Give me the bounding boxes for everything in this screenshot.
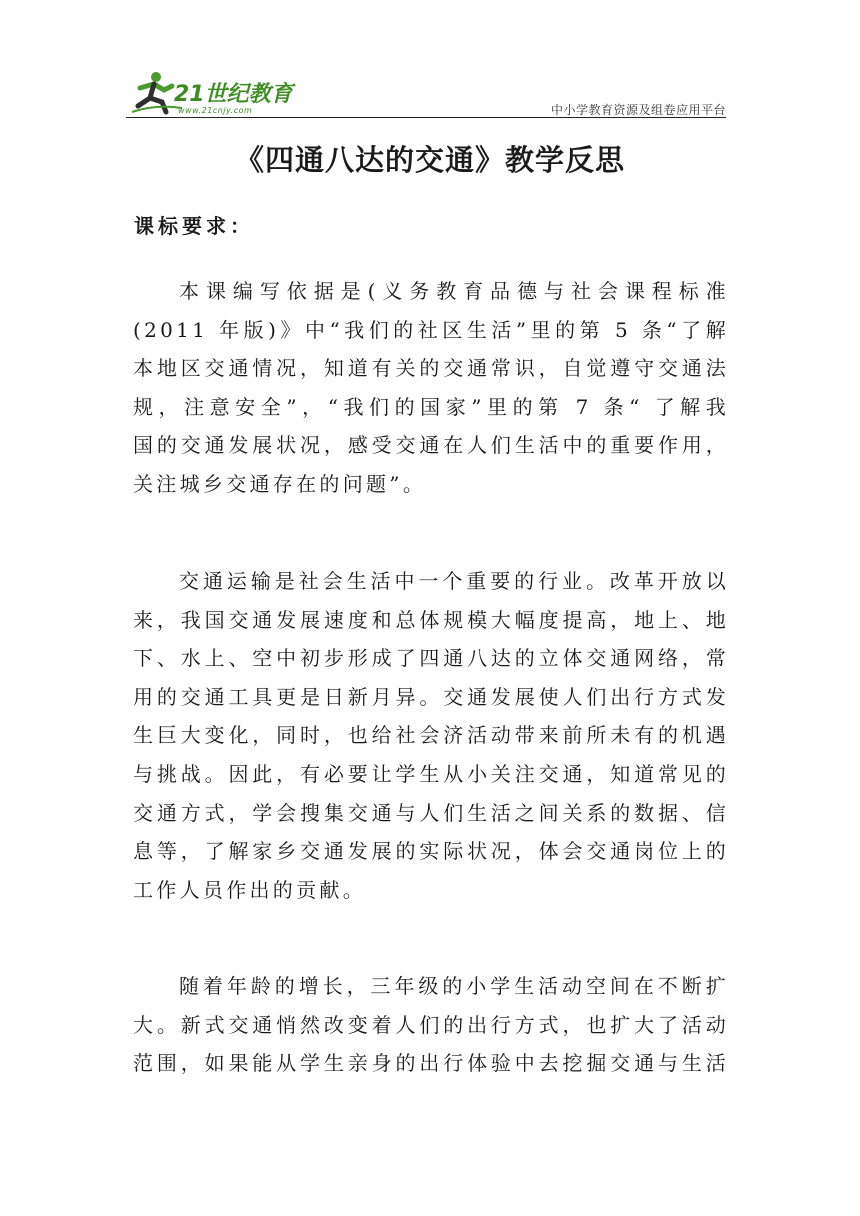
page-header: [126, 68, 726, 118]
text-line: 范围，如果能从学生亲身的出行体验中去挖掘交通与生活: [133, 1051, 729, 1076]
text-line: 本课编写依据是(义务教育品德与社会课程标准: [179, 279, 729, 303]
paragraph-2: [133, 562, 729, 909]
text-line: 关注城乡交通存在的问题”。: [133, 471, 427, 496]
text-line: 息等，了解家乡交通发展的实际状况，体会交通岗位上的: [133, 839, 729, 864]
text-line: 交通方式，学会搜集交通与人们生活之间关系的数据、信: [133, 800, 729, 825]
section-heading: 课标要求：: [134, 214, 254, 238]
text-line: 国的交通发展状况，感受交通在人们生活中的重要作用，: [133, 433, 729, 458]
text-line: 大。新式交通悄然改变着人们的出行方式，也扩大了活动: [133, 1012, 729, 1037]
paragraph-1: [133, 272, 729, 504]
text-line: 交通运输是社会生活中一个重要的行业。改革开放以: [179, 569, 729, 593]
header-divider: [126, 117, 726, 118]
text-line: 来，我国交通发展速度和总体规模大幅度提高，地上、地: [133, 607, 729, 632]
logo: [126, 68, 296, 116]
text-line: 下、水上、空中初步形成了四通八达的立体交通网络，常: [133, 646, 729, 671]
paragraph-3: [133, 967, 729, 1083]
header-tagline: 中小学教育资源及组卷应用平台: [550, 103, 726, 117]
text-line: (2011 年版)》中“我们的社区生活”里的第 5 条“了解: [133, 317, 729, 342]
logo-url-text: www.21cnjy.com: [178, 106, 253, 115]
text-line: 用的交通工具更是日新月异。交通发展使人们出行方式发: [133, 684, 729, 709]
text-line: 随着年龄的增长，三年级的小学生活动空间在不断扩: [179, 974, 729, 998]
text-line: 与挑战。因此，有必要让学生从小关注交通，知道常见的: [133, 761, 729, 786]
logo-text: 21世纪教育: [174, 82, 293, 107]
text-line: 工作人员作出的贡献。: [133, 877, 366, 902]
document-title: 《四通八达的交通》教学反思: [234, 143, 625, 177]
text-line: 生巨大变化，同时，也给社会济活动带来前所未有的机遇: [133, 723, 729, 748]
text-line: 规，注意安全”，“我们的国家”里的第 7 条“ 了解我: [133, 394, 729, 419]
text-line: 本地区交通情况，知道有关的交通常识，自觉遵守交通法: [133, 356, 729, 381]
